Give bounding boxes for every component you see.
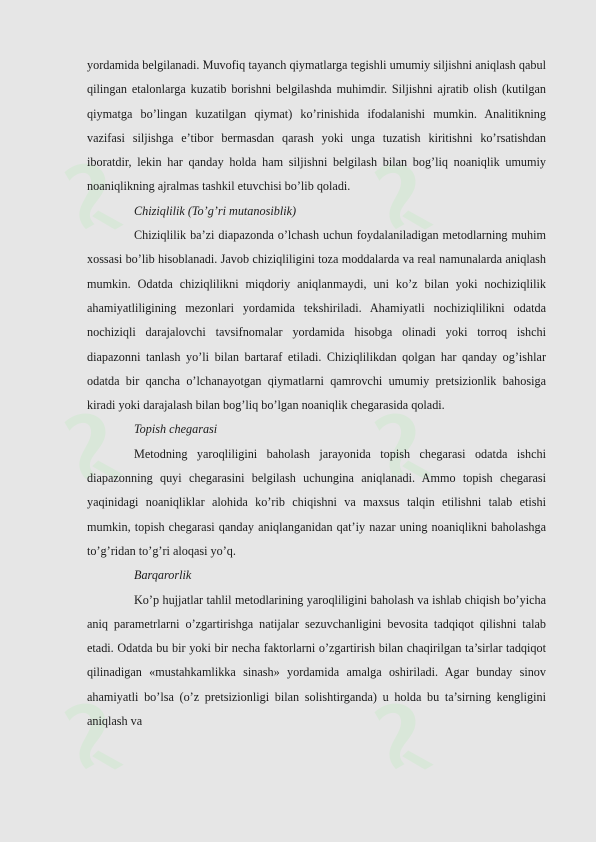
section-heading-linearity: Chiziqlilik (To’g’ri mutanosiblik)	[134, 203, 297, 218]
document-body	[87, 53, 546, 733]
paragraph-robustness: Ko’p hujjatlar tahlil metodlarining yaroqliligini baholash va ishlab chiqish bo’yicha aniq parametrlarni o’zgartirishga natijalar sezuvchanligini bevosita tadqiqot qilishni talab etadi. Odatda bu bir yoki bir necha faktorlarni o’zgartirish bilan chaqirilgan ta’sirlar tadqiqot qilinadigan «mustahkamlikka sinash» yordamida amalga oshiriladi. Agar bunday sinov ahamiyatli bo’lsa (o’z pretsizionligi bilan solishtirganda) u holda bu ta’sirning kengligini aniqlash va	[87, 592, 546, 729]
paragraph-detection-limit: Metodning yaroqliligini baholash jarayonida topish chegarasi odatda ishchi diapazonning quyi chegarasini belgilash uchungina aniqlanadi. Ammo topish chegarasi yaqinidagi noaniqliklar alohida ko’rib chiqishni va maxsus talqin etilishni talab etishi mumkin, topish chegarasi qanday aniqlanganidan qat’iy nazar uning noaniqlikni baholashga to’g’ridan to’g’ri aloqasi yo’q.	[87, 446, 546, 558]
paragraph-linearity: Chiziqlilik ba’zi diapazonda o’lchash uchun foydalaniladigan metodlarning muhim xossasi bo’lib hisoblanadi. Javob chiziqliligini toza moddalarda va real namunalarda aniqlash mumkin. Odatda chiziqlilikni miqdoriy aniqlanmaydi, uni ko’z bilan yoki nochiziqlilik ahamiyatliligining mezonlari yordamida tekshiriladi. Ahamiyatli nochiziqlilikni odatda nochiziqli darajalovchi tavsifnomalar yordamida hisobga olinadi yoki torroq ishchi diapazonni tanlash yo’li bilan bartaraf etiladi. Chiziqlilikdan qolgan har qanday og’ishlar odatda bir qancha o’lchanayotgan qiymatlarni qamrovchi umumiy pretsizionlik bahosiga kiradi yoki darajalash bilan bog’liq bo’lgan noaniqlik chegarasida qoladi.	[87, 228, 546, 413]
paragraph-continuation: yordamida belgilanadi. Muvofiq tayanch qiymatlarga tegishli umumiy siljishni aniqlash qabul qilingan etalonlarga kuzatib borishni belgilashda muhimdir. Siljishni ajratib olish (kutilgan qiymatga bo’lingan kuzatilgan qiymat) ko’rinishida ifodalanishi mumkin. Analitikning vazifasi siljishga e’tibor bermasdan qarash yoki unga tuzatish kiritishni ko’rsatishdan iboratdir, lekin har qanday holda ham siljishni belgilash bilan bog’liq noaniqlik umumiy noaniqlikning ajralmas tashkil etuvchisi bo’lib qoladi.	[87, 58, 546, 194]
section-heading-robustness: Barqarorlik	[134, 568, 192, 583]
section-heading-detection-limit: Topish chegarasi	[134, 422, 218, 437]
